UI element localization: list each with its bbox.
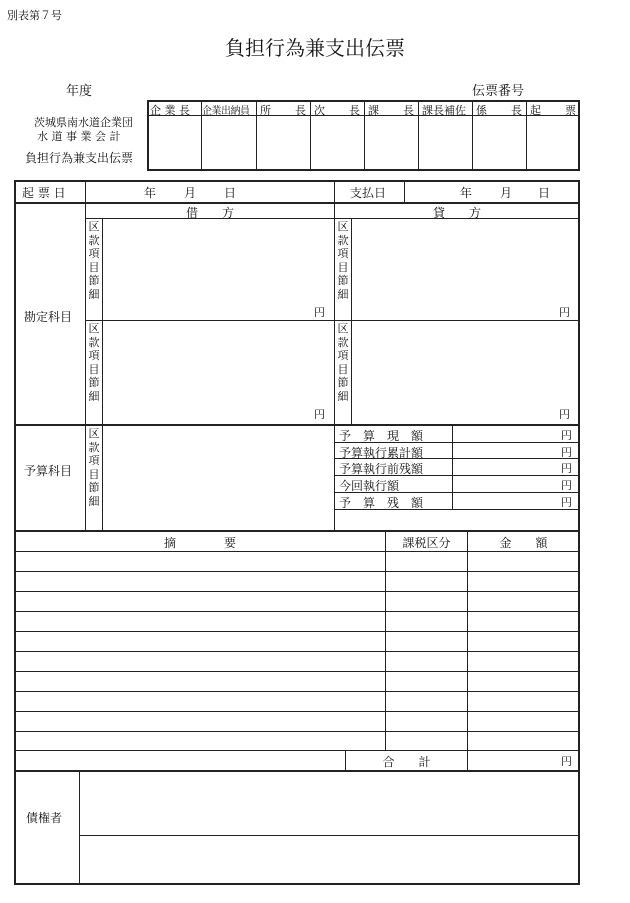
summary-row-line [15, 591, 579, 592]
budget-current: 予 算 現 額 [339, 429, 424, 443]
accounts-label: 勘定科目 [24, 310, 73, 324]
debit-class-divider [102, 219, 103, 424]
issue-day: 日 [224, 186, 237, 200]
payment-date-label: 支払日 [350, 186, 387, 200]
issue-year: 年 [144, 186, 157, 200]
summary-row-line [15, 611, 579, 612]
budget-yen: 円 [561, 479, 572, 492]
credit-class-1: 区款項目節細 [337, 220, 349, 301]
issue-date-label: 起 票 日 [22, 186, 66, 200]
budget-before-balance: 予算執行前残額 [339, 462, 424, 476]
date-divider [404, 181, 405, 203]
summary-row-line [15, 631, 579, 632]
summary-row-line [15, 711, 579, 712]
total-yen: 円 [561, 755, 572, 768]
credit-yen-1: 円 [559, 306, 570, 319]
summary-row-line [15, 671, 579, 672]
debit-yen-1: 円 [314, 306, 325, 319]
budget-amount-divider [334, 425, 335, 530]
budget-class: 区款項目節細 [88, 427, 100, 508]
summary-row-line [15, 571, 579, 572]
budget-yen: 円 [561, 496, 572, 509]
budget-class-divider [102, 425, 103, 530]
credit-class-divider [351, 219, 352, 424]
approval-divider [364, 101, 365, 170]
summary-col-divider [385, 531, 386, 750]
payment-year: 年 [460, 186, 473, 200]
approval-divider [418, 101, 419, 170]
budget-value-divider [452, 425, 453, 509]
debit-credit-divider [334, 203, 335, 424]
accounts-label-divider [85, 203, 86, 424]
budget-this-execution: 今回執行額 [339, 479, 400, 493]
accounts-mid-line [86, 320, 579, 321]
debit-yen-2: 円 [314, 408, 325, 421]
budget-yen: 円 [561, 429, 572, 442]
description-header: 摘 要 [163, 536, 236, 550]
approval-director: 所 長 [260, 104, 306, 117]
issue-month: 月 [184, 186, 197, 200]
form-name: 負担行為兼支出伝票 [25, 151, 134, 165]
budget-yen: 円 [561, 462, 572, 475]
approval-deputy: 次 長 [314, 104, 360, 117]
debit-header: 借 方 [185, 206, 234, 220]
debit-class-2: 区款項目節細 [88, 322, 100, 403]
approval-section-chief: 課 長 [368, 104, 414, 117]
approval-divider [472, 101, 473, 170]
date-divider [85, 181, 86, 203]
summary-row-line [15, 551, 579, 552]
form-number: 別表第７号 [7, 9, 62, 22]
voucher-number-label: 伝票番号 [472, 84, 525, 99]
approval-divider [256, 101, 257, 170]
approval-subsection-chief: 係 長 [476, 104, 522, 117]
accounts-bottom [15, 424, 579, 426]
org-name: 茨城県南水道企業団 [34, 116, 133, 129]
approval-divider [310, 101, 311, 170]
credit-class-2: 区款項目節細 [337, 322, 349, 403]
approval-cashier: 企業出納員 [202, 106, 250, 117]
payment-day: 日 [538, 186, 551, 200]
budget-label-divider [85, 425, 86, 530]
amount-header: 金 額 [499, 536, 548, 550]
approval-drafter: 起 票 [530, 104, 576, 117]
summary-row-line [15, 750, 579, 751]
summary-row-line [15, 691, 579, 692]
creditor-divider [79, 771, 80, 884]
debit-class-1: 区款項目節細 [88, 220, 100, 301]
budget-yen: 円 [561, 446, 572, 459]
date-divider [334, 181, 335, 203]
page-title: 負担行為兼支出伝票 [225, 36, 405, 60]
credit-header: 貸 方 [432, 206, 481, 220]
summary-row-line [15, 731, 579, 732]
fiscal-year-label: 年度 [66, 84, 93, 99]
total-label: 合 計 [382, 755, 431, 769]
approval-assistant: 課長補佐 [422, 104, 466, 117]
summary-row-line [15, 651, 579, 652]
creditor-mid-line [80, 835, 579, 836]
creditor-label: 債権者 [26, 811, 63, 825]
approval-ceo: 企 業 長 [150, 104, 190, 117]
tax-header: 課税区分 [402, 536, 451, 550]
org-account: 水 道 事 業 会 計 [37, 130, 121, 143]
budget-label: 予算科目 [24, 464, 73, 478]
approval-divider [526, 101, 527, 170]
budget-remaining: 予 算 残 額 [339, 496, 424, 510]
credit-yen-2: 円 [559, 408, 570, 421]
payment-month: 月 [500, 186, 513, 200]
summary-bottom [15, 770, 579, 772]
budget-bottom [15, 530, 579, 532]
budget-cumulative: 予算執行累計額 [339, 446, 424, 460]
